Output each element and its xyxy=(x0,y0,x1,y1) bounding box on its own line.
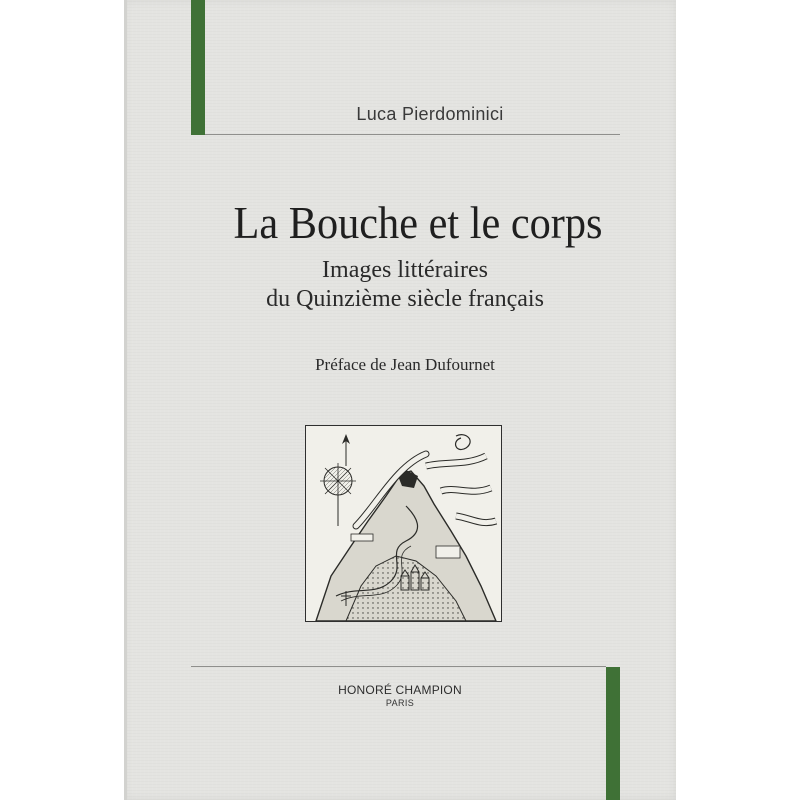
publisher-city: PARIS xyxy=(385,698,415,708)
top-rule xyxy=(205,134,620,135)
preface-credit: Préface de Jean Dufournet xyxy=(315,355,495,374)
publisher-name: HONORÉ CHAMPION xyxy=(338,683,462,697)
green-accent-bar-top xyxy=(191,0,205,135)
author-name: Luca Pierdominici xyxy=(356,104,504,124)
bottom-rule xyxy=(191,666,606,667)
cover-edge xyxy=(124,0,127,800)
subtitle-line-2: du Quinzième siècle français xyxy=(266,286,544,312)
subtitle-line-1: Images littéraires xyxy=(322,257,488,283)
woodcut-mountain-icon xyxy=(305,425,502,622)
green-accent-bar-bottom xyxy=(606,667,620,800)
book-title: La Bouche et le corps xyxy=(233,197,603,248)
book-subtitle xyxy=(170,256,640,314)
